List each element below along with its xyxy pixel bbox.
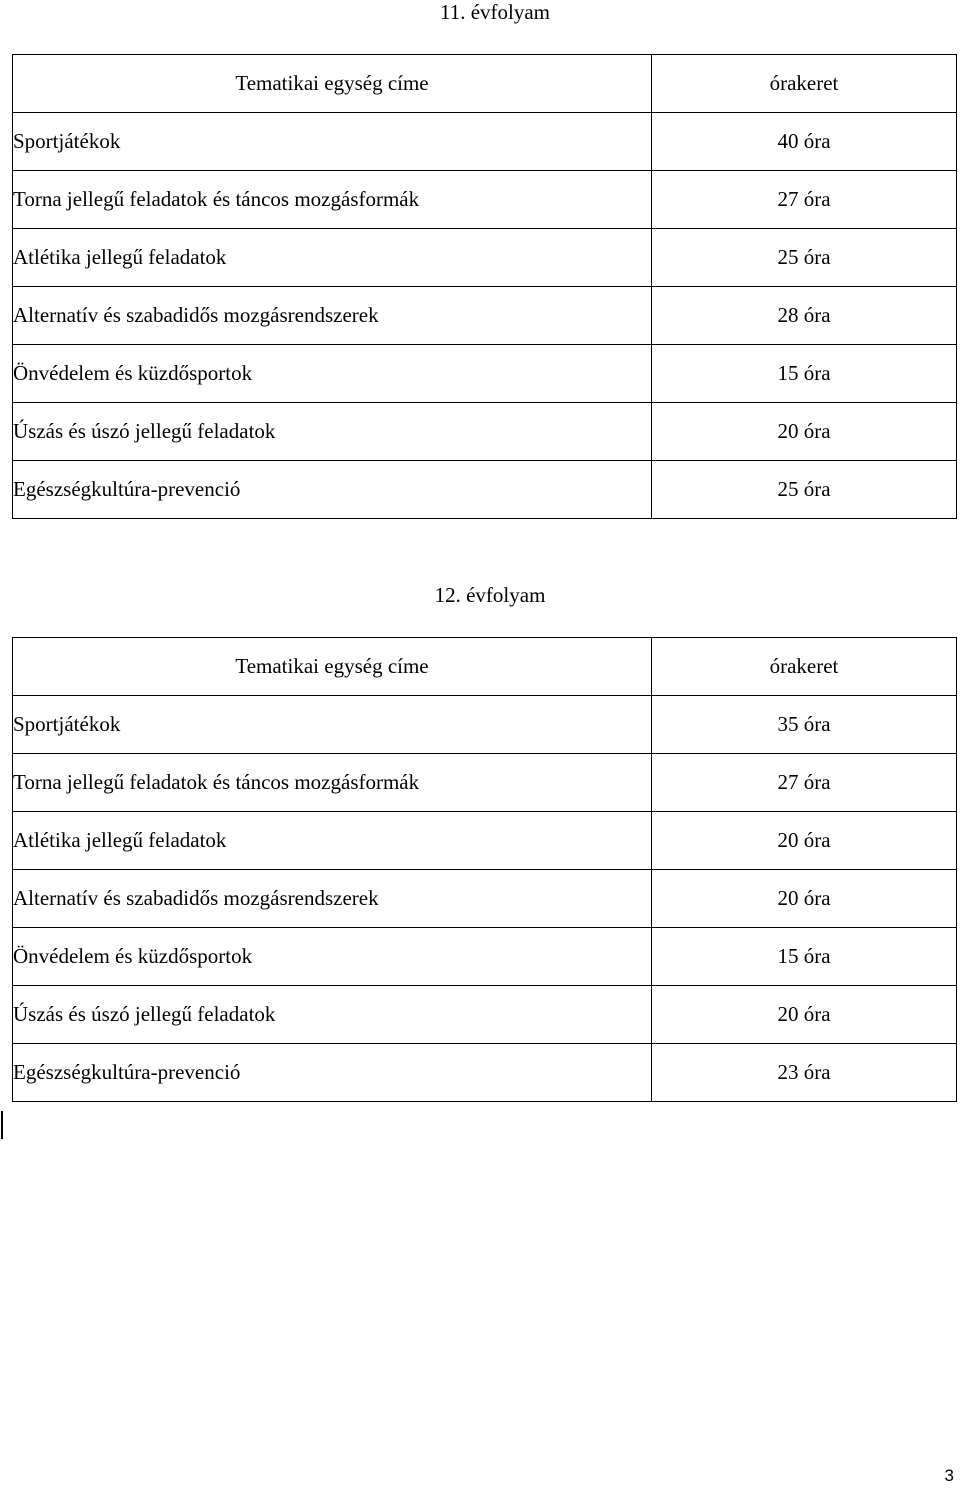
table-row	[13, 461, 957, 519]
hours-cell: 27 óra	[652, 754, 957, 812]
column-header-topic: Tematikai egység címe	[13, 55, 652, 113]
topic-cell: Atlétika jellegű feladatok	[13, 229, 652, 287]
hours-cell: 35 óra	[652, 696, 957, 754]
topic-cell: Önvédelem és küzdősportok	[13, 345, 652, 403]
table-row	[13, 986, 957, 1044]
table-row	[13, 345, 957, 403]
topic-cell: Alternatív és szabadidős mozgásrendszerek	[13, 870, 652, 928]
hours-cell: 20 óra	[652, 986, 957, 1044]
table-row	[13, 812, 957, 870]
table-row	[13, 754, 957, 812]
section-heading-12: 12. évfolyam	[434, 583, 546, 607]
topic-cell: Úszás és úszó jellegű feladatok	[13, 403, 652, 461]
hours-cell: 28 óra	[652, 287, 957, 345]
hours-cell: 20 óra	[652, 403, 957, 461]
table-row	[13, 928, 957, 986]
table-row	[13, 870, 957, 928]
curriculum-table-12	[12, 637, 957, 1102]
hours-cell: 40 óra	[652, 113, 957, 171]
topic-cell: Úszás és úszó jellegű feladatok	[13, 986, 652, 1044]
hours-cell: 27 óra	[652, 171, 957, 229]
hours-cell: 20 óra	[652, 870, 957, 928]
text-cursor-bar	[1, 1111, 3, 1139]
page-number: 3	[944, 1466, 954, 1485]
section-heading-11: 11. évfolyam	[439, 0, 551, 24]
table-row	[13, 171, 957, 229]
table-row	[13, 229, 957, 287]
hours-cell: 15 óra	[652, 928, 957, 986]
curriculum-table-11	[12, 54, 957, 519]
topic-cell: Önvédelem és küzdősportok	[13, 928, 652, 986]
topic-cell: Atlétika jellegű feladatok	[13, 812, 652, 870]
topic-cell: Egészségkultúra-prevenció	[13, 1044, 652, 1102]
table-header-row	[13, 55, 957, 113]
topic-cell: Sportjátékok	[13, 113, 652, 171]
hours-cell: 20 óra	[652, 812, 957, 870]
topic-cell: Sportjátékok	[13, 696, 652, 754]
hours-cell: 25 óra	[652, 461, 957, 519]
table-header-row	[13, 638, 957, 696]
hours-cell: 15 óra	[652, 345, 957, 403]
table-row	[13, 696, 957, 754]
topic-cell: Torna jellegű feladatok és táncos mozgásformák	[13, 754, 652, 812]
topic-cell: Alternatív és szabadidős mozgásrendszerek	[13, 287, 652, 345]
column-header-topic: Tematikai egység címe	[13, 638, 652, 696]
table-row	[13, 1044, 957, 1102]
column-header-hours: órakeret	[652, 55, 957, 113]
table-row	[13, 113, 957, 171]
table-row	[13, 403, 957, 461]
hours-cell: 23 óra	[652, 1044, 957, 1102]
table-row	[13, 287, 957, 345]
topic-cell: Torna jellegű feladatok és táncos mozgásformák	[13, 171, 652, 229]
column-header-hours: órakeret	[652, 638, 957, 696]
hours-cell: 25 óra	[652, 229, 957, 287]
topic-cell: Egészségkultúra-prevenció	[13, 461, 652, 519]
